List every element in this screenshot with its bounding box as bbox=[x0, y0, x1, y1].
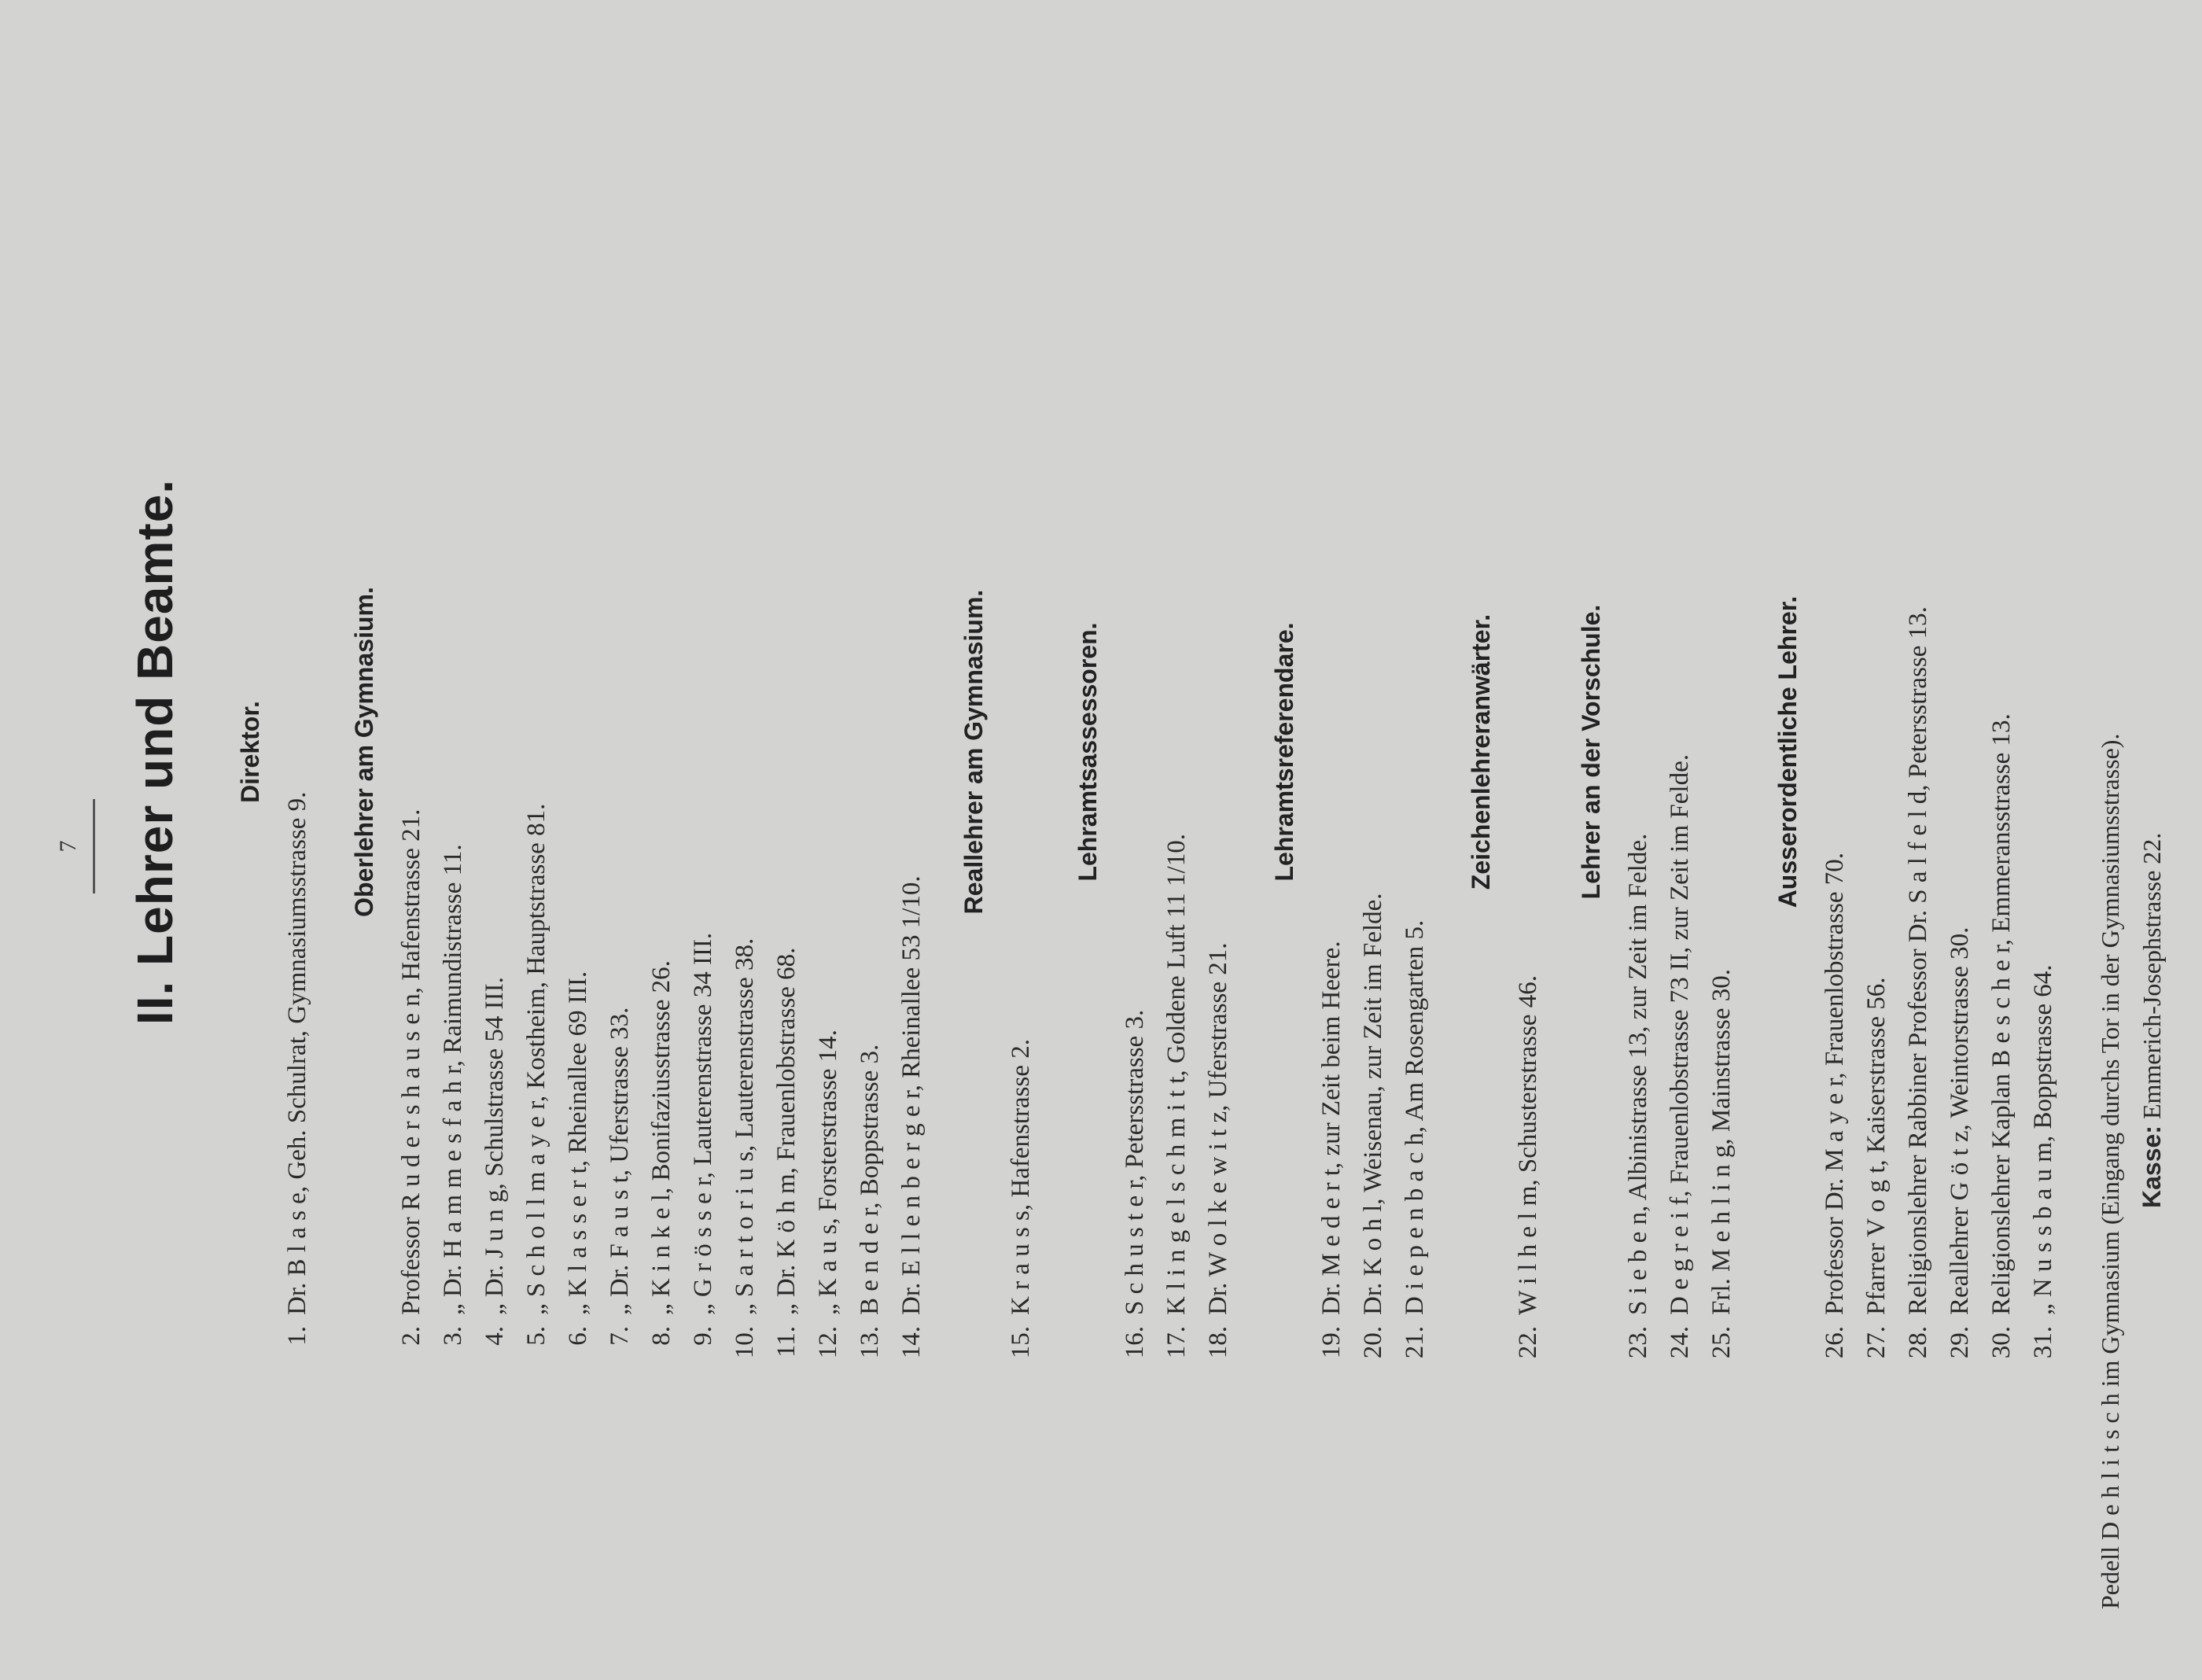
list-item bbox=[1624, 834, 1653, 1373]
entry-number: 4. bbox=[481, 1326, 509, 1346]
entry-text: K r a u s s, Hafenstrasse 2. bbox=[1007, 1039, 1035, 1315]
heading-oberlehrer: Oberlehrer am Gymnasium. bbox=[350, 587, 378, 917]
entry-number: 6. bbox=[564, 1326, 592, 1346]
entry-number: 7. bbox=[606, 1326, 634, 1346]
entry-number: 24. bbox=[1666, 1326, 1694, 1359]
list-item bbox=[1987, 713, 2016, 1373]
entry-number: 12. bbox=[814, 1326, 842, 1359]
page-number-rule bbox=[93, 799, 95, 893]
entry-number: 3. bbox=[439, 1326, 467, 1346]
list-item bbox=[439, 844, 468, 1373]
entry-number: 19. bbox=[1317, 1326, 1346, 1359]
entry-number: 15. bbox=[1007, 1326, 1035, 1359]
entry-text: S c h u s t e r, Petersstrasse 3. bbox=[1121, 1009, 1149, 1315]
heading-reallehrer: Reallehrer am Gymnasium. bbox=[959, 589, 988, 915]
entry-number: 11. bbox=[772, 1326, 801, 1358]
entry-number: 14. bbox=[897, 1326, 926, 1359]
entry-number: 5. bbox=[522, 1326, 550, 1346]
list-item bbox=[1862, 977, 1891, 1373]
entry-number: 1. bbox=[283, 1326, 311, 1346]
entry-text: „ Dr. H a m m e s f a h r, Raimundistrasse 11. bbox=[439, 844, 467, 1315]
footer-kasse bbox=[2138, 833, 2167, 1208]
list-item bbox=[1514, 975, 1543, 1373]
entry-text: „ S a r t o r i u s, Lauterenstrasse 38. bbox=[731, 938, 759, 1315]
list-item bbox=[1317, 941, 1346, 1373]
list-item bbox=[1666, 754, 1695, 1373]
entry-text: „ Dr. F a u s t, Uferstrasse 33. bbox=[606, 1007, 634, 1315]
entry-text: B e n d e r, Boppstrasse 3. bbox=[856, 1044, 884, 1315]
entry-number: 30. bbox=[1987, 1326, 2016, 1359]
heading-lehramtsassessoren: Lehramtsassessoren. bbox=[1073, 622, 1102, 882]
list-item bbox=[1946, 927, 1975, 1373]
heading-vorschule: Lehrer an der Vorschule. bbox=[1577, 604, 1605, 900]
page-title: II. Lehrer und Beamte. bbox=[127, 478, 183, 1026]
entry-text: Frl. M e h l i n g, Mainstrasse 30. bbox=[1707, 969, 1736, 1315]
entry-text: Professor R u d e r s h a u s e n, Hafenstrasse 21. bbox=[397, 809, 425, 1315]
list-item bbox=[1204, 942, 1233, 1373]
list-item bbox=[1162, 834, 1191, 1373]
list-item bbox=[856, 1044, 885, 1373]
entry-text: Dr. W o l k e w i t z, Uferstrasse 21. bbox=[1204, 942, 1232, 1315]
list-item bbox=[397, 809, 426, 1373]
entry-text: W i l h e l m, Schusterstrasse 46. bbox=[1514, 975, 1542, 1315]
entry-text: „ K a u s, Forsterstrasse 14. bbox=[814, 1030, 842, 1315]
entry-number: 31. bbox=[2029, 1326, 2057, 1359]
entry-text: Pfarrer V o g t, Kaiserstrasse 56. bbox=[1862, 977, 1891, 1315]
entry-text: Dr. M e d e r t, zur Zeit beim Heere. bbox=[1317, 941, 1346, 1315]
list-item bbox=[564, 971, 593, 1373]
list-item bbox=[1707, 969, 1736, 1373]
entry-number: 13. bbox=[856, 1326, 884, 1359]
entry-number: 27. bbox=[1862, 1326, 1891, 1359]
heading-zeichenlehreranwaerter: Zeichenlehreranwärter. bbox=[1467, 613, 1495, 890]
list-item bbox=[814, 1030, 843, 1373]
entry-number: 8. bbox=[647, 1326, 676, 1346]
list-item bbox=[283, 792, 312, 1373]
entry-text: „ K l a s s e r t, Rheinallee 69 III. bbox=[564, 971, 592, 1315]
list-item bbox=[1007, 1039, 1036, 1373]
footer-pedell: Pedell D e h l i t s c h im Gymnasium (Eingang durchs Tor in der Gymnasiumsstrasse). bbox=[2096, 733, 2124, 1609]
entry-number: 25. bbox=[1707, 1326, 1736, 1359]
kasse-text: Emmerich-Josephstrasse 22. bbox=[2138, 832, 2166, 1120]
entry-text: Religionslehrer Rabbiner Professor Dr. S a l f e l d, Petersstrasse 13. bbox=[1904, 606, 1932, 1315]
list-item bbox=[2029, 965, 2058, 1373]
entry-text: S i e b e n, Albinistrasse 13, zur Zeit im Felde. bbox=[1624, 833, 1652, 1315]
list-item bbox=[647, 960, 676, 1373]
entry-text: „ K i n k e l, Bonifaziusstrasse 26. bbox=[647, 960, 676, 1315]
list-item bbox=[1359, 893, 1388, 1373]
heading-lehramtsreferendare: Lehramtsreferendare. bbox=[1270, 622, 1298, 882]
entry-text: Dr. B l a s e, Geh. Schulrat, Gymnasiumsstrasse 9. bbox=[283, 791, 311, 1315]
entry-text: „ Dr. J u n g, Schulstrasse 54 III. bbox=[481, 977, 509, 1315]
entry-text: „ N u s s b a u m, Boppstrasse 64. bbox=[2029, 964, 2057, 1315]
entry-number: 21. bbox=[1401, 1326, 1429, 1359]
entry-number: 26. bbox=[1821, 1326, 1849, 1359]
entry-number: 28. bbox=[1904, 1326, 1932, 1359]
list-item bbox=[689, 933, 718, 1373]
entry-text: „ Dr. K ö h m, Frauenlobstrasse 68. bbox=[772, 947, 801, 1315]
entry-number: 20. bbox=[1359, 1326, 1387, 1359]
entry-text: D e g r e i f, Frauenlobstrasse 73 II, zur Zeit im Felde. bbox=[1666, 754, 1694, 1315]
heading-direktor: Direktor. bbox=[236, 701, 264, 803]
list-item bbox=[481, 977, 510, 1373]
list-item bbox=[522, 804, 551, 1373]
entry-number: 2. bbox=[397, 1326, 425, 1346]
entry-text: Dr. K o h l, Weisenau, zur Zeit im Felde. bbox=[1359, 893, 1387, 1315]
entry-number: 23. bbox=[1624, 1326, 1652, 1359]
list-item bbox=[606, 1008, 635, 1373]
entry-text: Dr. E l l e n b e r g e r, Rheinallee 53 1/10. bbox=[897, 875, 926, 1315]
entry-text: „ S c h o l l m a y e r, Kostheim, Hauptstrasse 81. bbox=[522, 803, 550, 1315]
list-item bbox=[1821, 853, 1850, 1373]
entry-text: K l i n g e l s c h m i t t, Goldene Luft 11 1/10. bbox=[1162, 834, 1191, 1315]
list-item bbox=[897, 875, 926, 1373]
list-item bbox=[772, 948, 801, 1373]
page-number: 7 bbox=[55, 840, 81, 853]
entry-number: 9. bbox=[689, 1326, 717, 1346]
heading-ausserordentliche: Ausserordentliche Lehrer. bbox=[1773, 595, 1802, 908]
entry-number: 16. bbox=[1121, 1326, 1149, 1359]
entry-number: 10. bbox=[731, 1326, 759, 1359]
entry-number: 22. bbox=[1514, 1326, 1542, 1359]
kasse-label: Kasse: bbox=[2138, 1126, 2166, 1208]
entry-text: „ G r ö s s e r, Lauterenstrasse 34 III. bbox=[689, 932, 717, 1315]
entry-number: 18. bbox=[1204, 1326, 1232, 1359]
list-item bbox=[1121, 1010, 1150, 1373]
list-item bbox=[1401, 920, 1430, 1373]
entry-number: 29. bbox=[1946, 1326, 1974, 1359]
entry-text: D i e p e n b a c h, Am Rosengarten 5. bbox=[1401, 919, 1429, 1315]
list-item bbox=[1904, 606, 1933, 1373]
entry-text: Religionslehrer Kaplan B e s c h e r, Emmeransstrasse 13. bbox=[1987, 713, 2016, 1315]
list-item bbox=[731, 938, 760, 1373]
entry-number: 17. bbox=[1162, 1326, 1191, 1359]
entry-text: Reallehrer G ö t z, Weintorstrasse 30. bbox=[1946, 927, 1974, 1315]
entry-text: Professor Dr. M a y e r, Frauenlobstrasse 70. bbox=[1821, 853, 1849, 1315]
